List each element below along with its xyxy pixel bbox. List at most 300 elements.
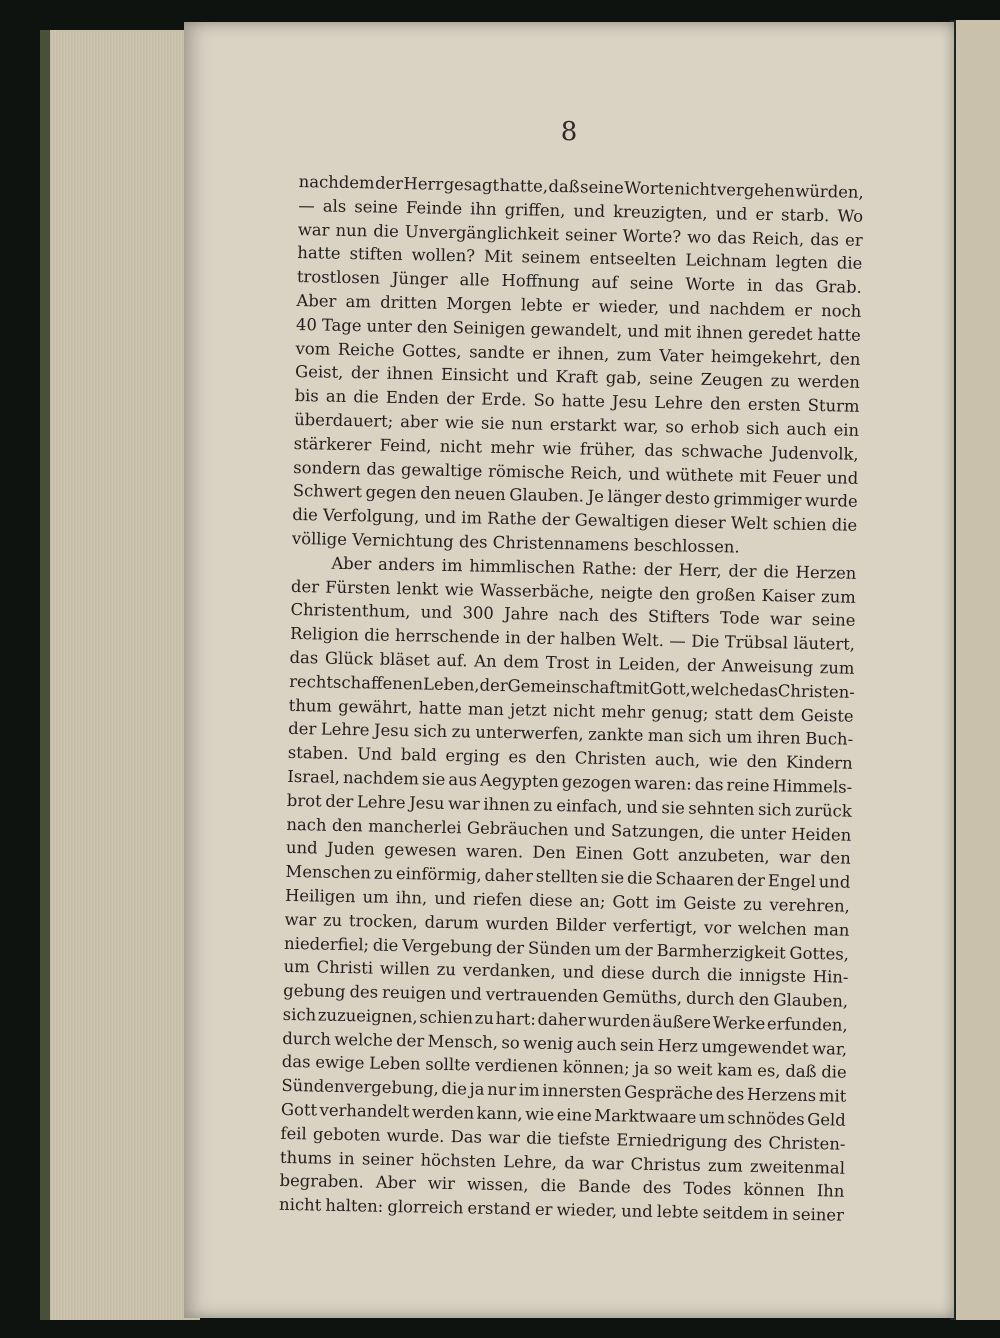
word: durch	[282, 1028, 332, 1049]
word: zu	[770, 371, 791, 391]
word: Gespräche	[624, 1082, 714, 1104]
word: seine	[579, 177, 624, 198]
word: den	[658, 583, 691, 604]
word: Mit	[483, 246, 513, 267]
word: Menschen	[285, 861, 372, 883]
word: den	[829, 348, 861, 369]
word: die	[821, 1062, 847, 1083]
word: der	[288, 719, 317, 739]
word: in	[595, 653, 613, 674]
word: das	[289, 647, 319, 668]
word: halben	[559, 629, 617, 650]
word: wurden	[587, 1010, 651, 1031]
word: Lehre,	[503, 1151, 558, 1172]
word: erstarkt	[549, 414, 617, 436]
word: Vergebung	[401, 935, 493, 957]
word: Vater	[659, 345, 704, 366]
word: wüthete	[665, 464, 734, 485]
word: verdanken,	[462, 960, 556, 982]
word: war	[297, 219, 330, 240]
word: das	[366, 458, 396, 479]
word: unter	[740, 823, 787, 843]
word: erhob	[690, 417, 740, 438]
word: Tage	[321, 315, 362, 336]
word: Jesu	[373, 720, 410, 741]
word: Jesu	[611, 392, 648, 412]
word: mit	[818, 1086, 847, 1106]
word: Jesu	[409, 792, 445, 813]
word: am	[345, 291, 372, 312]
word: daher	[484, 865, 534, 886]
word: wie	[542, 438, 572, 459]
word: zurück	[794, 800, 852, 821]
word: nach	[558, 605, 600, 626]
book-page-edges	[40, 30, 200, 1320]
word: weit	[676, 1059, 713, 1080]
word: gesagt	[443, 174, 500, 195]
word: in	[504, 628, 522, 648]
word: wieder,	[598, 296, 660, 317]
word: glorreich	[387, 1197, 464, 1218]
word: seine	[354, 196, 399, 217]
word: sein	[619, 1035, 655, 1055]
word: Rathe	[486, 508, 537, 529]
word: Trost	[545, 652, 590, 673]
word: wurden	[485, 913, 549, 934]
word: nicht	[278, 1195, 322, 1215]
word: zu	[436, 960, 457, 980]
word: war,	[811, 1038, 848, 1059]
word: war	[778, 847, 811, 868]
word: 40	[295, 314, 318, 335]
word: der	[445, 389, 475, 409]
word: großen	[695, 584, 756, 605]
word: Verfolgung,	[322, 505, 420, 527]
word: mancherlei	[368, 815, 462, 837]
word: den	[535, 747, 567, 768]
word: Gewaltigen	[574, 510, 670, 532]
word: Herzen	[795, 562, 857, 583]
word: und	[626, 797, 659, 817]
word: Bande	[577, 1177, 631, 1198]
word: Israel,	[287, 766, 341, 787]
word: wo	[687, 227, 712, 247]
word: da	[564, 1152, 585, 1173]
word: riefen	[472, 889, 523, 910]
word: den	[420, 483, 452, 504]
word: feil	[280, 1123, 307, 1144]
word: staben.	[287, 743, 349, 764]
word: heimgekehrt,	[710, 346, 823, 368]
word: es,	[757, 1061, 781, 1081]
word: bald	[400, 745, 437, 765]
word: die	[836, 253, 863, 274]
word: den	[331, 815, 363, 835]
word: daß	[785, 1061, 817, 1082]
word: halten:	[325, 1195, 384, 1217]
word: Sünden	[527, 938, 592, 959]
word: Wo	[837, 206, 864, 226]
word: Jünger	[391, 268, 448, 290]
word: mit	[621, 678, 650, 698]
word: Gemüths,	[602, 987, 683, 1008]
word: vertrauenden	[485, 984, 599, 1006]
word: und	[450, 984, 483, 1004]
word: einfach,	[556, 795, 623, 817]
word: nicht	[674, 179, 717, 200]
word: wie	[444, 412, 475, 433]
word: rechtschaffenen	[289, 671, 424, 694]
word: Tode	[719, 608, 760, 629]
word: war,	[623, 416, 659, 436]
word: gewesen	[383, 840, 457, 861]
word: —	[669, 631, 686, 651]
word: der	[624, 939, 653, 960]
word: gab,	[605, 368, 642, 388]
word: legten	[775, 252, 829, 273]
word: Herr	[403, 174, 444, 194]
word: auf	[591, 272, 619, 293]
word: das	[749, 680, 779, 701]
word: der	[374, 173, 404, 193]
word: Gott	[632, 844, 669, 865]
word: gewandelt,	[530, 319, 623, 341]
word: Religion	[289, 624, 359, 645]
word: die	[525, 1128, 552, 1148]
word: römische	[487, 461, 565, 482]
word: ihnen	[386, 364, 434, 384]
word: begraben.	[279, 1171, 365, 1192]
word: können;	[562, 1057, 630, 1078]
word: erging	[445, 746, 501, 767]
word: waren.	[465, 841, 524, 862]
word: niederfiel;	[283, 933, 370, 954]
word: wie	[708, 751, 739, 771]
word: auch	[576, 1034, 617, 1054]
word: war	[447, 793, 480, 814]
word: Einen	[575, 843, 624, 864]
word: zweitenmal	[749, 1156, 846, 1178]
word: Worte	[685, 274, 736, 295]
word: ja	[469, 1079, 485, 1100]
word: lenkt	[396, 578, 439, 599]
word: sandte	[469, 341, 525, 362]
word: im	[460, 508, 483, 528]
word: Worte?	[622, 225, 682, 246]
word: die	[372, 935, 399, 955]
word: Trübsal	[724, 632, 789, 653]
word: und	[826, 467, 859, 488]
word: Anweisung	[721, 656, 814, 677]
word: nun	[511, 414, 544, 434]
word: Leichnam	[685, 250, 767, 272]
word: in	[338, 1148, 355, 1168]
page-text	[279, 170, 864, 1228]
word: seine	[649, 369, 694, 389]
word: ihnen	[696, 322, 744, 343]
word: Reiche	[337, 339, 395, 360]
word: Bilder	[555, 914, 607, 935]
word: im	[518, 1080, 540, 1101]
word: statt	[714, 703, 753, 724]
word: gewährt,	[338, 696, 413, 717]
word: in	[746, 275, 764, 296]
word: den	[416, 317, 448, 337]
word: Glauben.	[509, 485, 585, 506]
word: war	[769, 609, 802, 630]
word: nachdem	[298, 171, 375, 193]
word: und	[424, 507, 457, 528]
word: diese	[600, 963, 645, 984]
word: und	[573, 201, 606, 221]
word: Zeugen	[700, 370, 764, 391]
word: Todes	[683, 1179, 732, 1199]
word: willen	[379, 958, 431, 979]
word: starb.	[780, 205, 830, 225]
word: und	[620, 1201, 653, 1222]
word: und	[562, 962, 595, 983]
word: 300	[462, 603, 495, 624]
word: nicht	[552, 700, 596, 721]
word: zu	[322, 910, 343, 930]
word: die	[292, 505, 318, 525]
word: den	[819, 848, 851, 869]
word: entseelten	[589, 248, 677, 270]
word: des	[642, 1178, 672, 1198]
word: das	[644, 440, 674, 460]
word: Einsicht	[440, 365, 509, 386]
word: er	[755, 204, 774, 224]
word: lebte	[520, 295, 563, 316]
word: waren:	[634, 773, 692, 794]
word: schwache	[681, 441, 764, 462]
word: auf.	[436, 650, 468, 671]
word: und	[627, 321, 660, 341]
word: zu	[373, 863, 394, 884]
word: gezogen	[561, 772, 632, 793]
word: welchen	[737, 918, 807, 939]
word: die	[763, 561, 789, 582]
word: Enden	[385, 387, 440, 408]
word: und	[573, 819, 606, 840]
word: Lehre	[356, 791, 406, 812]
word: zum	[820, 586, 856, 607]
word: um	[698, 1107, 726, 1128]
word: Herzens	[746, 1085, 817, 1106]
word: nun	[335, 220, 368, 240]
word: gebung	[283, 980, 346, 1002]
word: Leiden,	[618, 654, 681, 675]
word: als	[322, 196, 347, 216]
word: anzubeten,	[677, 845, 770, 867]
word: er	[571, 296, 590, 316]
word: ersten	[747, 394, 801, 415]
word: sie	[661, 797, 685, 818]
word: Gemeinschaft	[507, 675, 623, 698]
word: mit	[663, 321, 692, 342]
word: können	[743, 1180, 805, 1201]
word: an	[325, 386, 347, 407]
word: An	[474, 651, 497, 671]
word: seiner	[361, 1149, 414, 1170]
word: um	[594, 939, 622, 959]
word: mehr	[490, 437, 535, 458]
word: Christen	[574, 748, 647, 769]
word: geboten	[312, 1124, 381, 1145]
word: durch	[651, 964, 701, 985]
word: das	[281, 1052, 311, 1072]
word: Aber	[296, 290, 337, 311]
word: unter	[366, 316, 413, 336]
word: Erde.	[481, 389, 527, 410]
word: die	[831, 515, 858, 535]
word: Barmherzigkeit	[656, 940, 786, 962]
word: verehren,	[769, 895, 851, 916]
word: himmlischen	[469, 556, 576, 578]
word: ewige	[315, 1052, 365, 1073]
word: und	[818, 872, 851, 892]
word: so	[501, 1032, 520, 1053]
facing-page-edge	[950, 20, 1000, 1320]
word: herrschende	[394, 626, 500, 648]
word: es	[508, 747, 527, 767]
word: desto	[664, 488, 711, 509]
word: trocken,	[348, 910, 419, 932]
word: hatte	[297, 243, 341, 264]
word: die	[626, 868, 653, 889]
word: im	[441, 555, 463, 575]
word: er	[532, 343, 551, 363]
book-page	[184, 22, 954, 1318]
word: den	[709, 394, 742, 414]
word: Geld	[807, 1110, 846, 1130]
word: schien	[419, 1007, 474, 1028]
word: aus	[448, 769, 478, 790]
word: früher,	[579, 439, 637, 460]
word: der	[479, 675, 508, 695]
word: Geist,	[294, 362, 344, 383]
word: Je	[587, 486, 605, 507]
word: ihn,	[395, 887, 428, 908]
word: ihn	[470, 199, 497, 219]
word: des	[608, 606, 638, 626]
word: läutert,	[793, 633, 856, 654]
word: sie	[600, 868, 625, 888]
word: geredet	[747, 323, 813, 344]
word: der	[643, 559, 672, 579]
word: nicht	[439, 436, 483, 457]
word: der	[290, 576, 320, 597]
word: war	[284, 909, 317, 930]
word: zum	[707, 1155, 743, 1176]
word: ihnen	[483, 794, 531, 815]
word: Lehre	[320, 719, 370, 740]
word: eine	[556, 1105, 593, 1125]
word: würden,	[795, 181, 864, 202]
word: dem	[503, 651, 540, 672]
word: des	[733, 1132, 763, 1152]
word: sie	[421, 769, 446, 789]
word: überdauert;	[294, 409, 394, 431]
word: wurde.	[386, 1125, 445, 1146]
word: man	[813, 919, 850, 940]
word: Das	[450, 1126, 483, 1147]
word: Welt	[730, 513, 769, 534]
word: Morgen	[446, 293, 512, 315]
word: Fürsten	[325, 577, 391, 598]
word: bläset	[379, 649, 431, 670]
word: Gebräuchen	[466, 817, 569, 839]
word: Christenthum,	[290, 600, 411, 622]
word: Gottes,	[401, 340, 462, 361]
word: stärkerer	[293, 433, 372, 455]
word: sich	[688, 726, 722, 747]
word: reuigen	[381, 982, 447, 1004]
word: kreuzigten,	[613, 201, 708, 223]
word: mehr	[601, 701, 646, 722]
word: dem	[758, 704, 795, 725]
word: zu	[451, 722, 472, 742]
word: ihnen,	[557, 343, 610, 364]
word: nachdem	[342, 767, 420, 789]
word: sehnten	[688, 798, 755, 819]
word: lebte	[656, 1202, 699, 1223]
word: Unvergänglichkeit	[404, 221, 560, 244]
word: wenig	[522, 1033, 574, 1054]
word: Feinde	[405, 197, 463, 218]
word: der	[686, 655, 716, 676]
word: die	[353, 387, 379, 407]
word: innersten	[542, 1081, 622, 1102]
word: Christus	[630, 1154, 701, 1175]
page-number: 8	[560, 117, 578, 147]
word: er	[844, 230, 863, 250]
word: Grab.	[815, 277, 863, 298]
word: anders	[377, 554, 436, 575]
word: Gottes,	[789, 943, 850, 964]
word: daß	[548, 176, 580, 197]
word: Glauben,	[773, 990, 849, 1011]
word: jetzt	[509, 699, 547, 720]
word: zu	[743, 894, 763, 914]
word: Ihn	[816, 1181, 845, 1202]
word: man	[647, 726, 684, 746]
word: die	[540, 1176, 567, 1196]
word: sich	[413, 721, 448, 742]
word: der	[396, 1030, 425, 1051]
word: des	[715, 1084, 745, 1104]
word: noch	[820, 301, 862, 321]
word: verhandelt	[319, 1100, 410, 1122]
word: —	[298, 195, 315, 216]
word: neigte	[600, 582, 654, 603]
word: darum	[424, 912, 479, 933]
word: an;	[579, 891, 606, 911]
word: welche	[690, 679, 750, 700]
word: und	[668, 298, 701, 318]
word: seitdem	[702, 1203, 769, 1224]
word: genug;	[650, 702, 709, 723]
word: schnödes	[727, 1108, 805, 1129]
word: bis	[294, 386, 320, 406]
word: Lehre	[654, 393, 704, 413]
word: Die	[691, 631, 720, 652]
word: des	[349, 982, 379, 1002]
word: dieser	[674, 512, 726, 533]
word: Mensch,	[427, 1031, 499, 1052]
word: wollen?	[411, 245, 476, 266]
word: Schaaren	[655, 869, 735, 890]
